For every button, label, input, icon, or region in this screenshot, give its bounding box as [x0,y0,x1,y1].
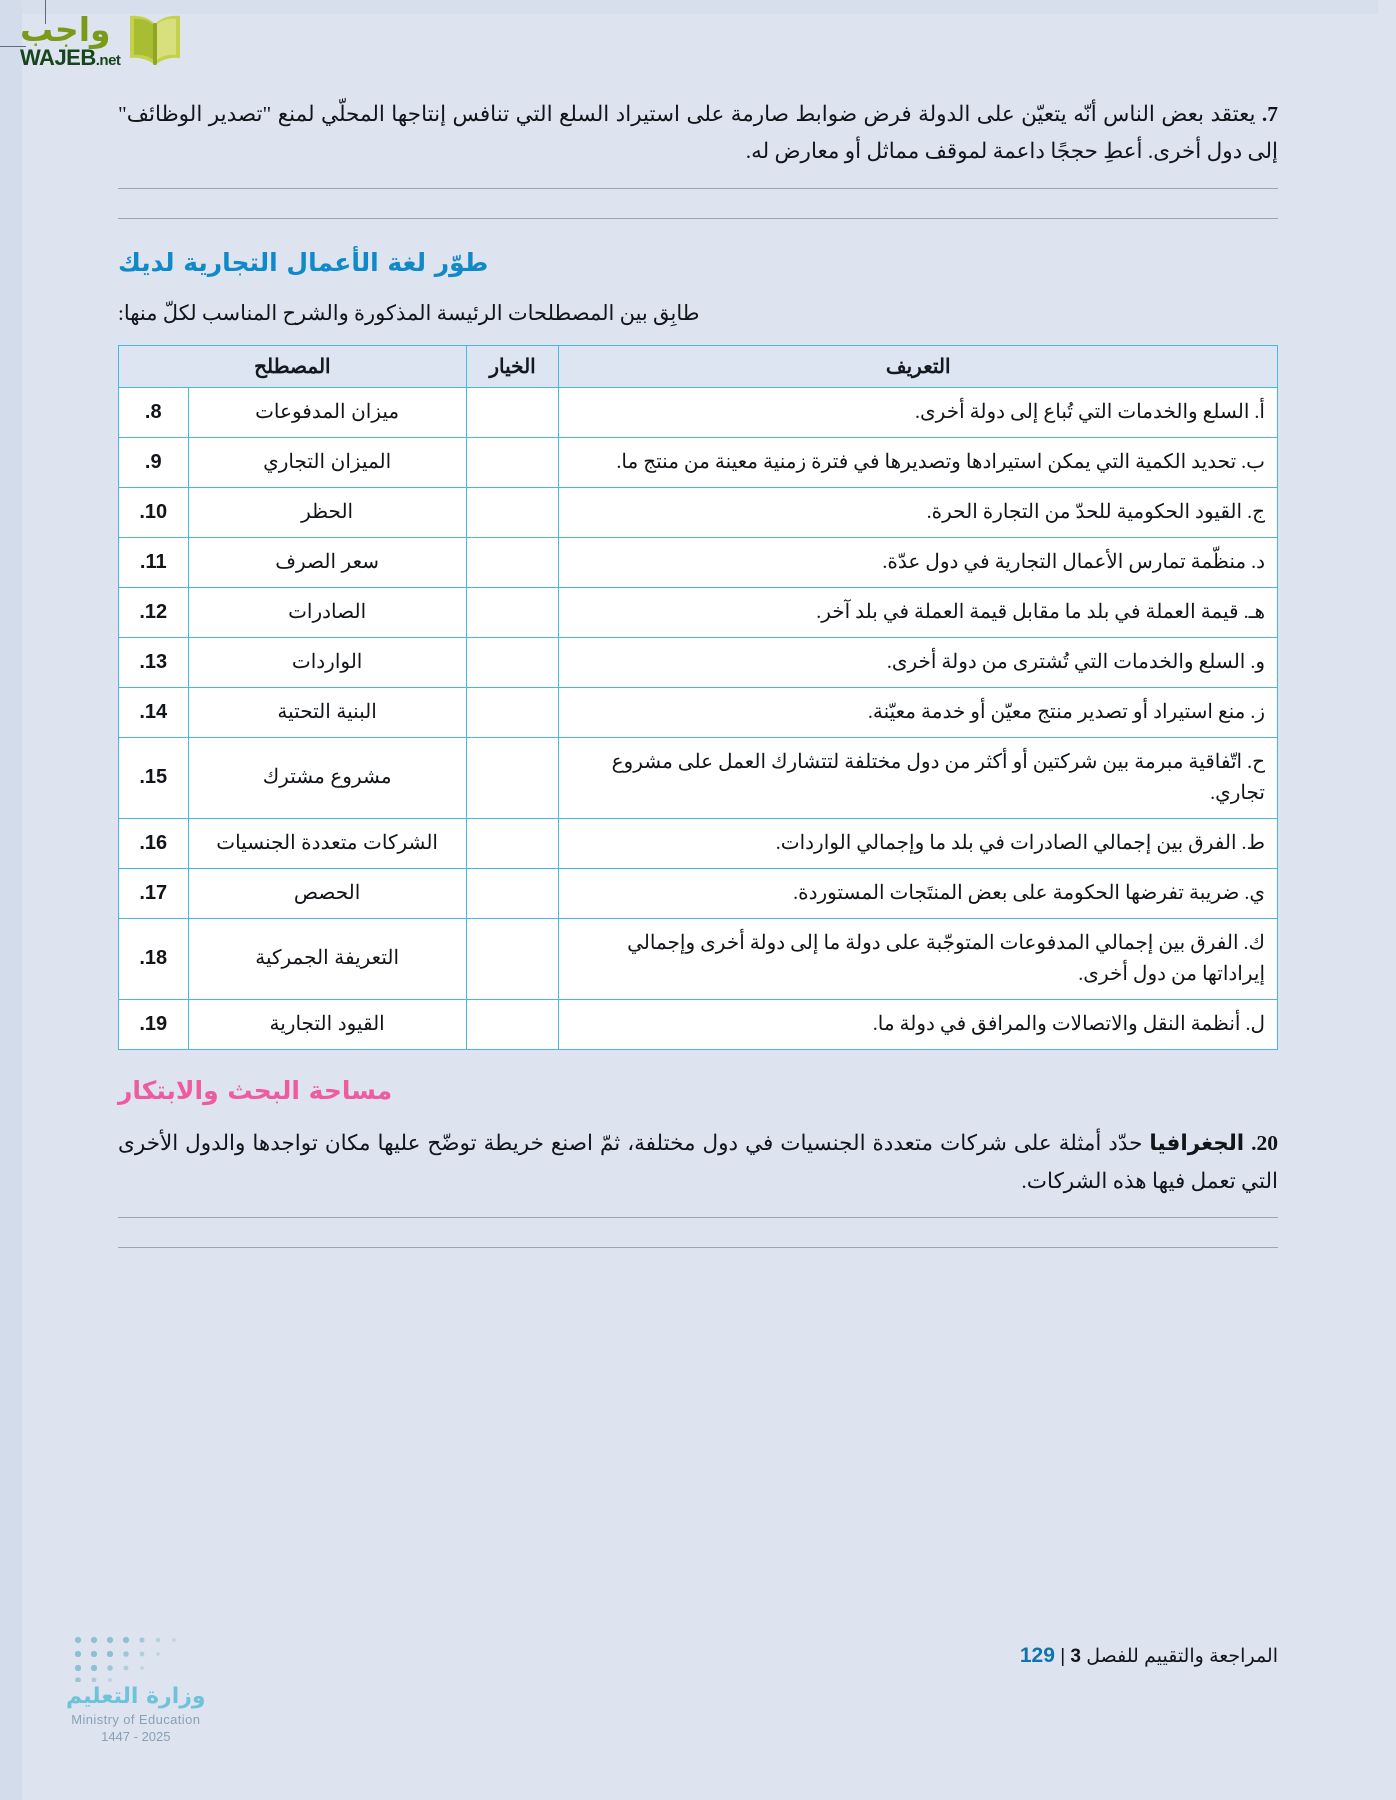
table-header [119,345,1278,387]
term-number-cell: 10. [119,487,189,537]
option-answer-cell[interactable] [466,918,559,999]
term-cell: البنية التحتية [188,687,466,737]
table-row [119,868,1278,918]
definition-cell: ج. القيود الحكومية للحدّ من التجارة الحرة. [559,487,1278,537]
column-header-option: الخيار [466,345,559,387]
option-answer-cell[interactable] [466,868,559,918]
research-section-heading: مساحة البحث والابتكار [118,1075,393,1105]
open-book-icon [124,12,186,70]
answer-line[interactable] [118,1217,1278,1218]
term-number-cell: 8. [119,387,189,437]
definition-cell: ك. الفرق بين إجمالي المدفوعات المتوجّبة على دولة ما إلى دولة أخرى وإجمالي إيراداتها من دول أخرى. [559,918,1278,999]
page-footer [0,1580,1396,1800]
term-number-cell: 19. [119,999,189,1049]
table-row [119,818,1278,868]
question-7-text: يعتقد بعض الناس أنّه يتعيّن على الدولة فرض ضوابط صارمة على استيراد السلع التي تنافس إنتاجها المحلّي لمنع "تصدير الوظائف" إلى دول أخرى. أعطِ حججًا داعمة لموقف مماثل أو معارض له. [118,102,1278,163]
term-number-cell: 14. [119,687,189,737]
term-cell: مشروع مشترك [188,737,466,818]
answer-line[interactable] [118,1247,1278,1248]
footer-separator: | [1060,1646,1066,1667]
question-7-answer-lines [118,188,1278,219]
term-cell: الميزان التجاري [188,437,466,487]
brand-arabic-name: واجب [20,10,111,49]
question-7-block [118,96,1278,219]
table-row [119,737,1278,818]
table-row [119,587,1278,637]
option-answer-cell[interactable] [466,437,559,487]
term-number-cell: 16. [119,818,189,868]
table-row [119,687,1278,737]
option-answer-cell[interactable] [466,587,559,637]
option-answer-cell[interactable] [466,818,559,868]
answer-line[interactable] [118,188,1278,189]
brand-english-name: WAJEB.net [20,45,121,70]
term-number-cell: 18. [119,918,189,999]
term-cell: الحظر [188,487,466,537]
page-content [118,96,1278,1277]
option-answer-cell[interactable] [466,537,559,587]
term-cell: ميزان المدفوعات [188,387,466,437]
term-cell: الحصص [188,868,466,918]
ministry-of-education-logo [66,1684,206,1744]
definition-cell: د. منظّمة تمارس الأعمال التجارية في دول عدّة. [559,537,1278,587]
definition-cell: ز. منع استيراد أو تصدير منتج معيّن أو خدمة معيّنة. [559,687,1278,737]
question-7 [118,96,1278,170]
term-number-cell: 11. [119,537,189,587]
ministry-name-arabic: وزارة التعليم [66,1684,206,1709]
question-20-answer-lines [118,1217,1278,1248]
term-cell: الشركات متعددة الجنسيات [188,818,466,868]
term-cell: سعر الصرف [188,537,466,587]
term-number-cell: 9. [119,437,189,487]
table-row [119,918,1278,999]
table-row [119,537,1278,587]
column-header-definition: التعريف [559,345,1278,387]
page-number: 129 [1019,1644,1055,1667]
term-cell: الواردات [188,637,466,687]
term-number-cell: 12. [119,587,189,637]
decorative-dots [72,1634,232,1682]
term-cell: القيود التجارية [188,999,466,1049]
option-answer-cell[interactable] [466,737,559,818]
definition-cell: ح. اتّفاقية مبرمة بين شركتين أو أكثر من دول مختلفة لتتشارك العمل على مشروع تجاري. [559,737,1278,818]
footer-chapter-number: 3 [1070,1646,1081,1667]
term-number-cell: 13. [119,637,189,687]
matching-instruction: طابِق بين المصطلحات الرئيسة المذكورة والشرح المناسب لكلّ منها: [118,300,700,325]
ministry-year: 2025 - 1447 [101,1729,171,1744]
question-20-block [118,1125,1278,1249]
wajeb-brand-logo [20,4,220,78]
ministry-name-english: Ministry of Education [71,1712,201,1727]
option-answer-cell[interactable] [466,999,559,1049]
definition-cell: ل. أنظمة النقل والاتصالات والمرافق في دولة ما. [559,999,1278,1049]
table-row [119,999,1278,1049]
page-right-margin [0,0,22,1800]
brand-text [20,10,121,70]
definition-cell: ط. الفرق بين إجمالي الصادرات في بلد ما وإجمالي الواردات. [559,818,1278,868]
question-20-lead: الجغرافيا [1149,1130,1245,1156]
vocabulary-section-heading: طوّر لغة الأعمال التجارية لديك [118,247,489,277]
option-answer-cell[interactable] [466,387,559,437]
term-cell: الصادرات [188,587,466,637]
footer-caption [1020,1644,1278,1668]
definition-cell: هـ. قيمة العملة في بلد ما مقابل قيمة العملة في بلد آخر. [559,587,1278,637]
definition-cell: أ. السلع والخدمات التي تُباع إلى دولة أخرى. [559,387,1278,437]
term-number-cell: 15. [119,737,189,818]
definition-cell: و. السلع والخدمات التي تُشترى من دولة أخرى. [559,637,1278,687]
table-row [119,487,1278,537]
question-20-text: حدّد أمثلة على شركات متعددة الجنسيات في دول مختلفة، ثمّ اصنع خريطة توضّح عليها مكان تواجدها والدول الأخرى التي تعمل فيها هذه الشركات. [118,1130,1278,1193]
term-number-cell: 17. [119,868,189,918]
definition-cell: ب. تحديد الكمية التي يمكن استيرادها وتصديرها في فترة زمنية معينة من منتج ما. [559,437,1278,487]
option-answer-cell[interactable] [466,487,559,537]
question-20 [118,1125,1278,1200]
column-header-term: المصطلح [119,345,467,387]
footer-caption-text: المراجعة والتقييم للفصل [1086,1646,1278,1667]
table-row [119,437,1278,487]
page-left-margin [1378,0,1396,1800]
option-answer-cell[interactable] [466,687,559,737]
table-row [119,387,1278,437]
question-20-number: 20. [1251,1130,1279,1155]
definition-cell: ي. ضريبة تفرضها الحكومة على بعض المنتَجات المستوردة. [559,868,1278,918]
table-body [119,387,1278,1049]
table-row [119,637,1278,687]
question-7-number: 7. [1261,102,1278,126]
answer-line[interactable] [118,218,1278,219]
option-answer-cell[interactable] [466,637,559,687]
brand-tld: .net [95,52,121,69]
table-header-row [119,345,1278,387]
terms-matching-table [118,345,1278,1050]
term-cell: التعريفة الجمركية [188,918,466,999]
